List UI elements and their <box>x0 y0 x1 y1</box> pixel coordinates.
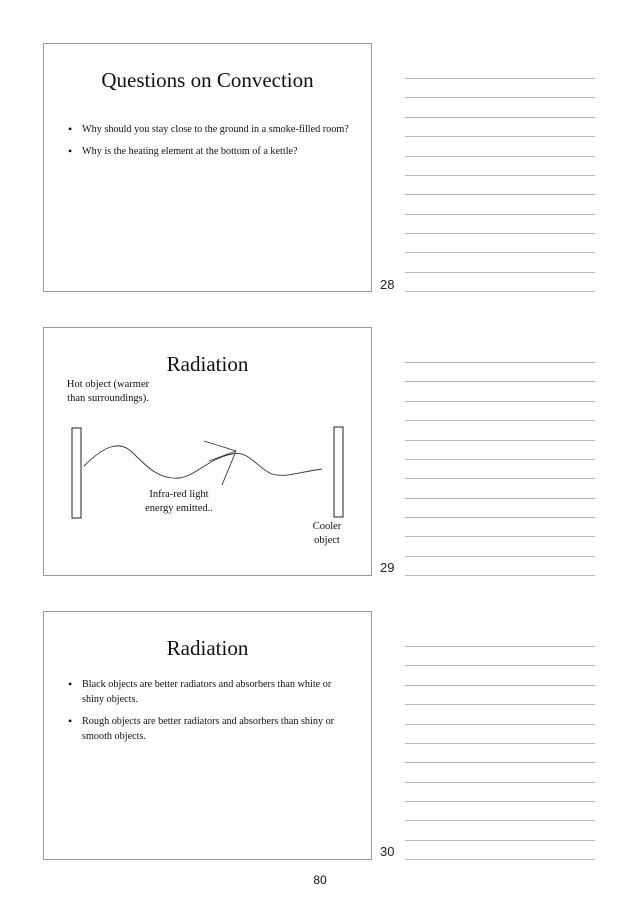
note-line <box>405 685 595 686</box>
note-line <box>405 420 595 421</box>
note-line <box>405 536 595 537</box>
hot-object-bar <box>72 428 81 518</box>
bullet-item: • Black objects are better radiators and absorbers than white or shiny objects. <box>68 677 351 707</box>
note-line <box>405 724 595 725</box>
slide-30 <box>43 611 372 860</box>
slide-number: 30 <box>380 844 395 859</box>
note-line <box>405 117 595 118</box>
note-line <box>405 704 595 705</box>
infrared-label: Infra-red light energy emitted.. <box>145 489 213 514</box>
slide-number: 28 <box>380 277 395 292</box>
note-line <box>405 291 595 292</box>
ray-line <box>204 441 236 451</box>
note-line <box>405 498 595 499</box>
note-line <box>405 840 595 841</box>
note-line <box>405 743 595 744</box>
bullet-list <box>68 122 351 166</box>
hot-object-label: Hot object (warmer than surroundings). <box>66 379 150 404</box>
slide-28 <box>43 43 372 292</box>
note-line <box>405 440 595 441</box>
note-line <box>405 194 595 195</box>
note-line <box>405 156 595 157</box>
slide-title: Questions on Convection <box>101 68 314 92</box>
note-line <box>405 78 595 79</box>
note-line <box>405 233 595 234</box>
note-line <box>405 575 595 576</box>
bullet-list <box>68 677 351 751</box>
note-line <box>405 782 595 783</box>
note-line <box>405 762 595 763</box>
note-line <box>405 136 595 137</box>
note-line <box>405 859 595 860</box>
page-number: 80 <box>313 873 327 887</box>
bullet-item: • Why should you stay close to the ground in a smoke-filled room? <box>68 122 351 137</box>
note-line <box>405 362 595 363</box>
ray-line <box>209 451 236 461</box>
bullet-item: • Rough objects are better radiators and absorbers than shiny or smooth objects. <box>68 714 351 744</box>
slide-29 <box>43 327 372 576</box>
bullet-item: • Why is the heating element at the bottom of a kettle? <box>68 144 351 159</box>
note-line <box>405 214 595 215</box>
slide-title: Radiation <box>166 352 249 376</box>
note-line <box>405 459 595 460</box>
cooler-object-bar <box>334 427 343 517</box>
slide-number: 29 <box>380 560 395 575</box>
note-line <box>405 272 595 273</box>
note-line <box>405 820 595 821</box>
note-line <box>405 556 595 557</box>
note-line <box>405 175 595 176</box>
note-line <box>405 97 595 98</box>
note-line <box>405 517 595 518</box>
infrared-wave <box>84 446 322 478</box>
note-line <box>405 401 595 402</box>
note-line <box>405 665 595 666</box>
note-line <box>405 478 595 479</box>
note-line <box>405 801 595 802</box>
slide-title: Radiation <box>166 636 249 660</box>
note-line <box>405 252 595 253</box>
cooler-object-label: Cooler object <box>312 521 342 546</box>
note-line <box>405 381 595 382</box>
note-line <box>405 646 595 647</box>
